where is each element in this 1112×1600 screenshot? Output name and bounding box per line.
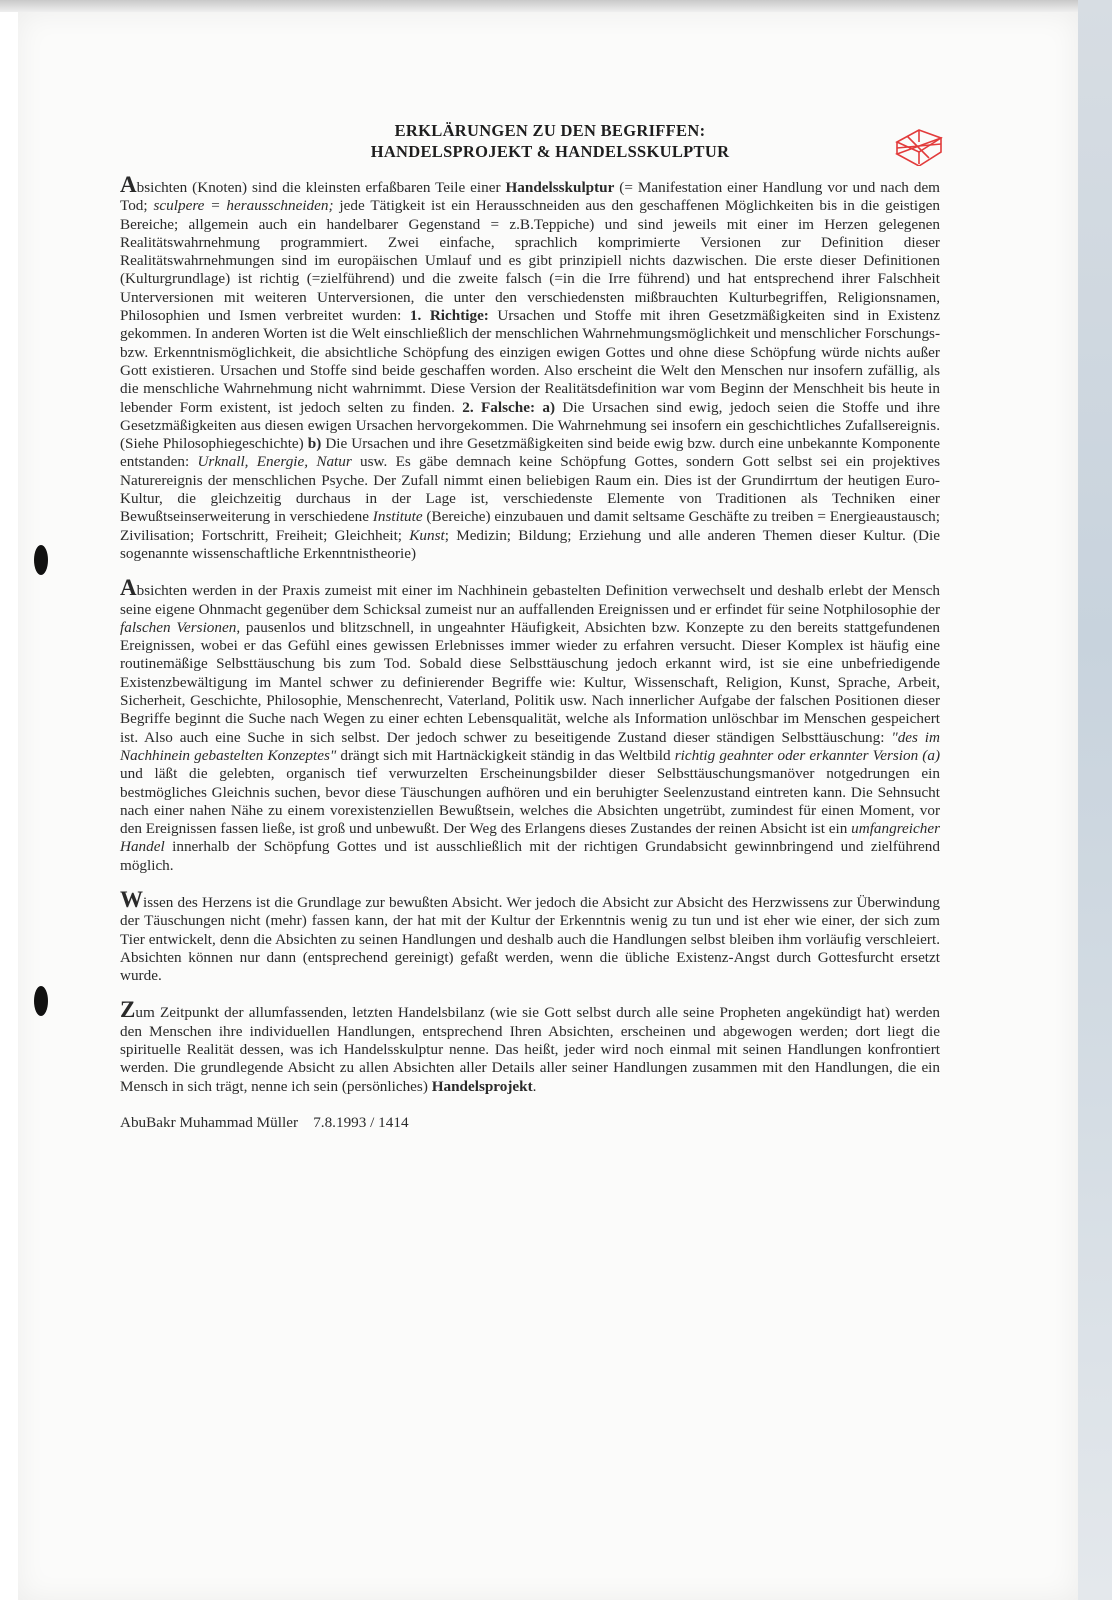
scan-top-edge	[0, 0, 1112, 12]
signature: AbuBakr Muhammad Müller 7.8.1993 / 1414	[120, 1113, 409, 1131]
drop-cap: W	[120, 886, 143, 912]
paragraph-4: Zum Zeitpunkt der allumfassenden, letzten Handelsbilanz (wie sie Gott selbst durch alle seine Propheten angekündigt hat) werden den Menschen ihre individuellen Handlungen, entsprechend Ihren Absichten, erscheinen und abgewogen werden; dort liegt die spirituelle Realität dessen, was ich Handelsskulptur nenne. Das heißt, jeder wird noch einmal mit seinen Handlungen konfrontiert werden. Die grundlegende Absicht zu allen Absichten aller Details aller seiner Handlungen zusammen mit den Handlungen, die ein Mensch in sich trägt, nenne ich sein (persönliches) Handelsprojekt.	[120, 997, 940, 1095]
label-richtige: 1. Richtige:	[409, 307, 489, 325]
term-handelsskulptur: Handelsskulptur	[505, 179, 615, 196]
title-line-1: ERKLÄRUNGEN ZU DEN BEGRIFFEN:	[394, 121, 706, 140]
scan-right-edge	[1078, 0, 1112, 1600]
document-body	[120, 172, 941, 1132]
page-title	[250, 120, 850, 162]
punch-hole	[34, 986, 48, 1016]
paragraph-1: Absichten (Knoten) sind die kleinsten erfaßbaren Teile einer Handelsskulptur (= Manifestation einer Handlung vor und nach dem Tod; sculpere = herausschneiden; jede Tätigkeit ist ein Herausschneiden aus den geschaffenen Möglichkeiten bis in die geistigen Bereiche; allgemein auch ein handelbarer Gegenstand = z.B.Teppiche) und sind jeweils mit einer im Herzen gelegenen Realitätswahrnehmung programmiert. Zwei einfache, sprachlich komprimierte Versionen zur Definition dieser Realitätswahrnehmungen sind im europäischen Umlauf und es gibt prinzipiell nichts dazwischen. Die erste dieser Definitionen (Kulturgrundlage) ist richtig (=zielführend) und die zweite falsch (=in die Irre führend) und hat entsprechend ihrer Falschheit Unterversionen mit weiteren Unterversionen, die unter den verschiedensten mißbrauchten Kulturbegriffen, Religionsnamen, Philosophien und Ismen verbreitet wurden: 1. Richtige: Ursachen und Stoffe mit ihren Gesetzmäßigkeiten sind in Existenz gekommen. In anderen Worten ist die Welt einschließlich der menschlichen Wahrnehmungsmöglichkeit und menschlicher Forschungs- bzw. Erkenntnismöglichkeit, die absichtliche Schöpfung des einzigen ewigen Gottes und ohne diese Schöpfung würde nichts außer Gott existieren. Ursachen und Stoffe sind beide geschaffen worden. Also erscheint die Welt den Menschen nur insofern zufällig, als die menschliche Wahrnehmung nicht wahrnimmt. Diese Version der Realitätsdefinition war vom Beginn der Menschheit bis heute in lebender Form existent, ist jedoch selten zu finden. 2. Falsche: a) Die Ursachen sind ewig, jedoch seien die Stoffe und ihre Gesetzmäßigkeiten aus diesen ewigen Ursachen hervorgekommen. Die Wahrnehmung sei insofern ein geschichtliches Zufallsereignis. (Siehe Philosophiegeschichte) b) Die Ursachen und ihre Gesetzmäßigkeiten sind beide ewig bzw. durch eine unbekannte Komponente entstanden: Urknall, Energie, Natur usw. Es gäbe demnach keine Schöpfung Gottes, sondern Gott selbst sei ein projektives Naturereignis der menschlichen Psyche. Der Zufall nimmt einen beliebigen Raum ein. Dies ist der Grundirrtum der heutigen Euro-Kultur, die gleichzeitig durchaus in der Lage ist, verschiedenste Elemente von Traditionen als Techniken einer Bewußtseinserweiterung in verschiedene Institute (Bereiche) einzubauen und damit seltsame Geschäfte zu treiben = Energieaustausch; Zivilisation; Fortschritt, Freiheit; Gleichheit; Kunst; Medizin; Bildung; Erziehung und alle anderen Themen dieser Kultur. (Die sogenannte wissenschaftliche Erkenntnistheorie)	[120, 172, 941, 562]
title-line-2: HANDELSPROJEKT & HANDELSSKULPTUR	[370, 142, 730, 161]
paragraph-3: Wissen des Herzens ist die Grundlage zur bewußten Absicht. Wer jedoch die Absicht zur Absicht des Herzwissens zur Überwindung der Täuschungen nicht (mehr) fassen kann, der hat mit der Kultur der Erkenntnis wenig zu tun und ist eher wie einer, der sich zum Tier entwickelt, denn die Absichten zu seinen Handlungen und deshalb auch die Handlungen selbst bleiben ihm vorläufig verschleiert. Absichten können nur dann (entsprechend gereinigt) gefaßt werden, wenn die übliche Existenz-Angst durch Gottesfurcht ersetzt wurde.	[120, 886, 940, 985]
label-falsche: 2. Falsche: a)	[462, 398, 556, 416]
drop-cap: A	[120, 172, 137, 197]
paragraph-2: Absichten werden in der Praxis zumeist mit einer im Nachhinein gebastelten Definition verwechselt und deshalb erlebt der Mensch seine eigene Ohnmacht gegenüber dem Schicksal zumeist nur an auffallenden Ereignissen und er erfindet für seine Notphilosophie der falschen Versionen, pausenlos und blitzschnell, in ungeahnter Häufigkeit, Absichten bzw. Konzepte zu den bereits stattgefundenen Ereignissen, wobei er das Gefühl eines gewissen Erlebnisses immer wieder zu erfahren versucht. Dieser Komplex ist häufig eine routinemäßige Selbsttäuschung bis zum Tod. Sobald diese Selbsttäuschung jedoch erkannt wird, ist sie eine unbefriedigende Existenzbewältigung im Mantel schwer zu definierender Begriffe wie: Kultur, Wissenschaft, Religion, Kunst, Sprache, Arbeit, Sicherheit, Geschichte, Philosophie, Menschenrecht, Vaterland, Politik usw. Nach innerlicher Aufgabe der falschen Positionen dieser Begriffe beginnt die Suche nach Wegen zu einer echten Lebensqualität, welche als Information unlöschbar im Menschen gespeichert ist. Also auch eine Suche in sich selbst. Der jedoch schwer zu beseitigende Zustand dieser ständigen Selbsttäuschung: "des im Nachhinein gebastelten Konzeptes" drängt sich mit Hartnäckigkeit ständig in das Weltbild richtig geahnter oder erkannter Version (a) und läßt die gelebten, organisch tief verwurzelten Erscheinungsbilder dieser Selbsttäuschungsmanöver notgedrungen ein bestmögliches Gleichnis suchen, bevor diese Täuschungen aufhören und ein beruhigter Seelenzustand eintreten kann. Die Sehnsucht nach einer nahen Nähe zu einem vorexistenziellen Bewußtsein, welches die Absichten ungetrübt, zumindest für einen Moment, vor den Ereignissen fassen ließe, ist groß und unbewußt. Der Weg des Erlangens dieses Zustandes der reinen Absicht ist ein umfangreicher Handel innerhalb der Schöpfung Gottes und ist ausschließlich mit der richtigen Grundabsicht gewinnbringend und zielführend möglich.	[120, 575, 941, 874]
drop-cap: A	[120, 575, 137, 601]
drop-cap: Z	[120, 997, 136, 1023]
wireframe-cube-icon	[893, 122, 945, 166]
punch-hole	[34, 545, 48, 575]
term-handelsprojekt: Handelsprojekt	[431, 1077, 533, 1095]
